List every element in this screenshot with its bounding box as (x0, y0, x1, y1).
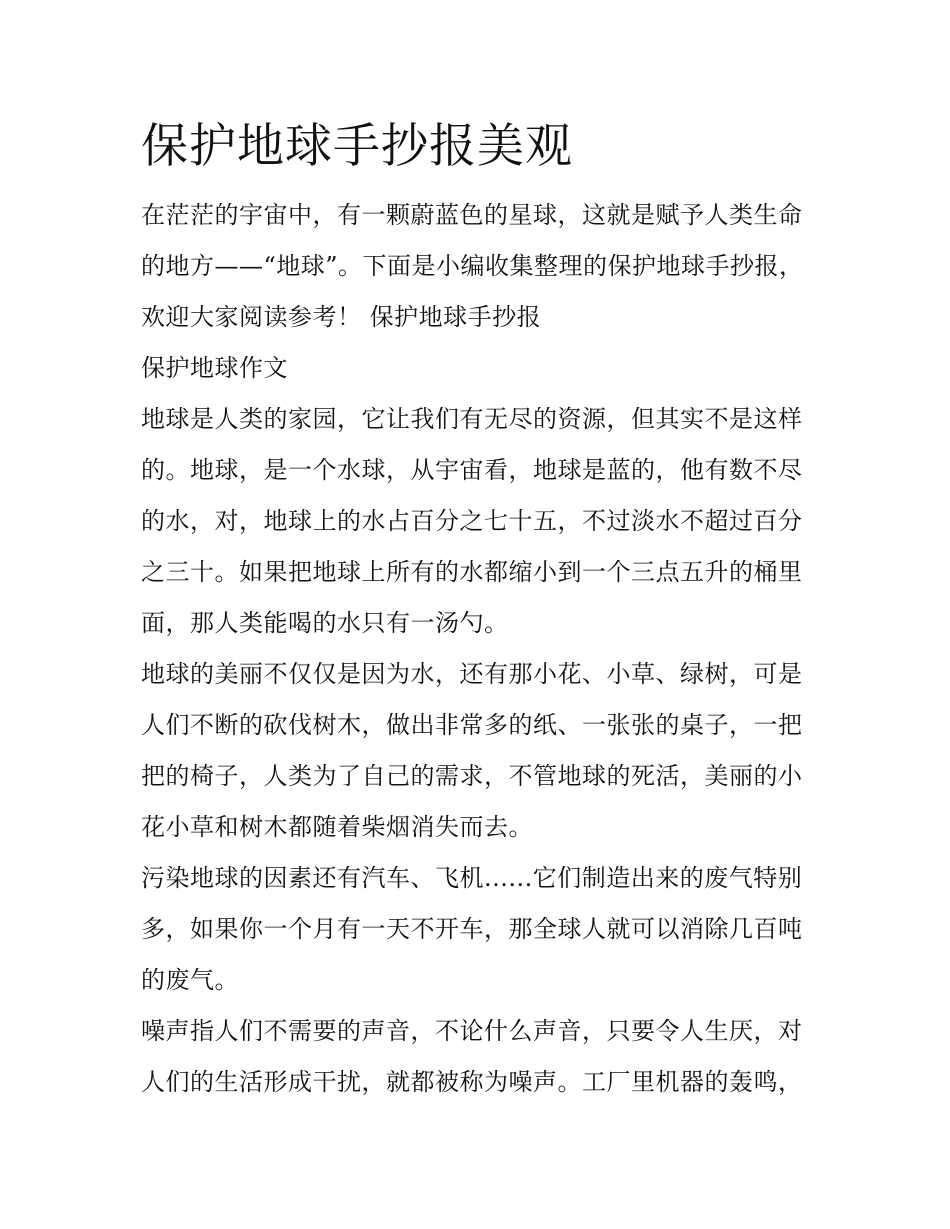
document-title: 保护地球手抄报美观 (141, 119, 573, 174)
paragraph-noise: 噪声指人们不需要的声音，不论什么声音，只要令人生厌，对 人们的生活形成干扰，就都被称为噪声。工厂里机器的轰鸣， (141, 1017, 803, 1096)
document-page (141, 112, 821, 1108)
paragraph-water: 地球是人类的家园，它让我们有无尽的资源，但其实不是这样 的。地球，是一个水球，从宇宙看，地球是蓝的，他有数不尽 的水，对，地球上的水占百分之七十五，不过淡水不超过百分 之三十。如果把地球上所有的水都缩小到一个三点五升的桶里 面，那人类能喝的水只有一汤勺。 (141, 405, 803, 637)
paragraph-trees: 地球的美丽不仅仅是因为水，还有那小花、小草、绿树，可是 人们不断的砍伐树木，做出非常多的纸、一张张的桌子，一把 把的椅子，人类为了自己的需求，不管地球的死活，美丽的小 花小草和树木都随着柴烟消失而去。 (141, 660, 803, 841)
paragraph-subheading: 保护地球作文 (141, 354, 288, 382)
paragraph-intro: 在茫茫的宇宙中，有一颗蔚蓝色的星球，这就是赋予人类生命 的地方——“地球”。下面是小编收集整理的保护地球手抄报， 欢迎大家阅读参考！ 保护地球手抄报 (141, 201, 804, 331)
paragraph-exhaust: 污染地球的因素还有汽车、飞机......它们制造出来的废气特别 多，如果你一个月有一天不开车，那全球人就可以消除几百吨 的废气。 (141, 864, 803, 994)
